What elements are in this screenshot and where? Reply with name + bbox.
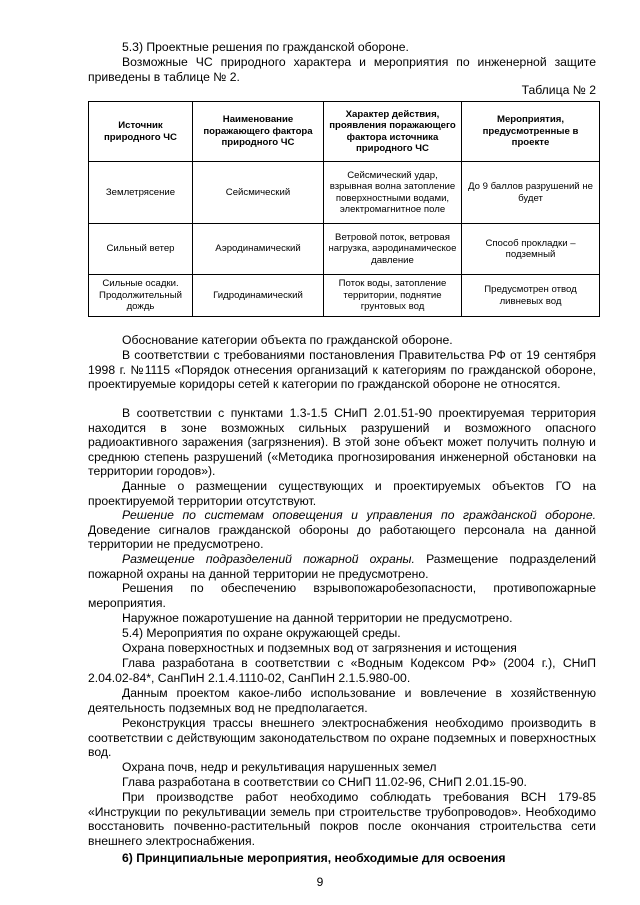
table-intro: Возможные ЧС природного характера и мероприятия по инженерной защите приведены в таблице № 2. — [88, 55, 596, 84]
paragraph: Данным проектом какое-либо использование и вовлечение в хозяйственную деятельность подземных вод не предполагается. — [88, 686, 596, 715]
paragraph: При производстве работ необходимо соблюдать требования ВСН 179-85 «Инструкции по рекультивации земель при строительстве трубопроводов». Необходимо восстановить почвенно-растительный покров после окончания строительства сети внешнего электроснабжения. — [88, 790, 596, 848]
table-row — [89, 224, 600, 275]
paragraph-text: Доведение сигналов гражданской обороны до работающего персонала на данной территории не предусмотрено. — [88, 522, 596, 552]
section-heading: 6) Принципиальные мероприятия, необходимые для освоения — [122, 851, 506, 865]
table-row — [89, 162, 600, 224]
table-cell: Сейсмический удар, взрывная волна затопление поверхностными водами, электромагнитное поле — [324, 162, 462, 224]
paragraph: В соответствии с пунктами 1.3-1.5 СНиП 2.01.51-90 проектируемая территория находится в зоне возможных сильных разрушений и возможного опасного радиоактивного заражения (загрязнения). В этой зоне объект может получить полную и среднюю степень разрушений («Методика прогнозирования инженерной обстановки на территории городов»). — [88, 406, 596, 479]
paragraph: Реконструкция трассы внешнего электроснабжения необходимо производить в соответствии с действующим законодательством по охране подземных и поверхностных вод. — [88, 716, 596, 760]
section-heading: 5.3) Проектные решения по гражданской обороне. — [122, 40, 409, 54]
table-cell: Аэродинамический — [193, 224, 324, 275]
italic-lead: Решение по системам оповещения и управления по гражданской обороне. — [122, 508, 596, 522]
paragraph: Охрана почв, недр и рекультивация нарушенных земел — [122, 760, 437, 774]
table-cell: До 9 баллов разрушений не будет — [462, 162, 600, 224]
table-cell: Сильный ветер — [89, 224, 193, 275]
paragraph: Глава разработана в соответствии с «Водным Кодексом РФ» (2004 г.), СНиП 2.04.02-84*, СанПиН 2.1.4.1110-02, СанПиН 2.1.5.980-00. — [88, 656, 596, 685]
table-cell: Землетрясение — [89, 162, 193, 224]
table-cell: Гидродинамический — [193, 275, 324, 317]
table-header-cell: Характер действия, проявления поражающего фактора источника природного ЧС — [324, 102, 462, 162]
table-cell: Ветровой поток, ветровая нагрузка, аэродинамическое давление — [324, 224, 462, 275]
page-number: 9 — [316, 875, 324, 889]
table-header-cell: Мероприятия, предусмотренные в проекте — [462, 102, 600, 162]
table-cell: Поток воды, затопление территории, поднятие грунтовых вод — [324, 275, 462, 317]
paragraph: Решения по обеспечению взрывопожаробезопасности, противопожарные мероприятия. — [88, 581, 596, 610]
italic-lead: Размещение подразделений пожарной охраны. — [122, 552, 415, 566]
table-cell: Предусмотрен отвод ливневых вод — [462, 275, 600, 317]
paragraph: Глава разработана в соответствии со СНиП 11.02-96, СНиП 2.01.15-90. — [122, 775, 527, 789]
table-header-row — [89, 102, 600, 162]
paragraph-text: Размещение подразделений пожарной охраны на данной территории не предусмотрено. — [88, 552, 596, 581]
table-cell: Сильные осадки. Продолжительный дождь — [89, 275, 193, 317]
hazard-table — [88, 101, 600, 317]
paragraph: Охрана поверхностных и подземных вод от загрязнения и истощения — [122, 641, 517, 655]
table-header-cell: Наименование поражающего фактора природного ЧС — [193, 102, 324, 162]
paragraph — [88, 552, 596, 581]
paragraph: Наружное пожаротушение на данной территории не предусмотрено. — [122, 611, 513, 625]
paragraph — [88, 508, 596, 552]
paragraph: 5.4) Мероприятия по охране окружающей среды. — [122, 626, 401, 640]
table-cell: Способ прокладки – подземный — [462, 224, 600, 275]
paragraph: Данные о размещении существующих и проектируемых объектов ГО на проектируемой территории отсутствуют. — [88, 479, 596, 508]
paragraph: В соответствии с требованиями постановления Правительства РФ от 19 сентября 1998 г. №1115 «Порядок отнесения организаций к категориям по гражданской обороне, проектируемые коридоры сетей к категории по гражданской обороне не относятся. — [88, 348, 596, 392]
table-header-cell: Источник природного ЧС — [89, 102, 193, 162]
table-cell: Сейсмический — [193, 162, 324, 224]
paragraph: Обоснование категории объекта по гражданской обороне. — [122, 333, 453, 347]
table-row — [89, 275, 600, 317]
table-caption: Таблица № 2 — [521, 83, 596, 97]
